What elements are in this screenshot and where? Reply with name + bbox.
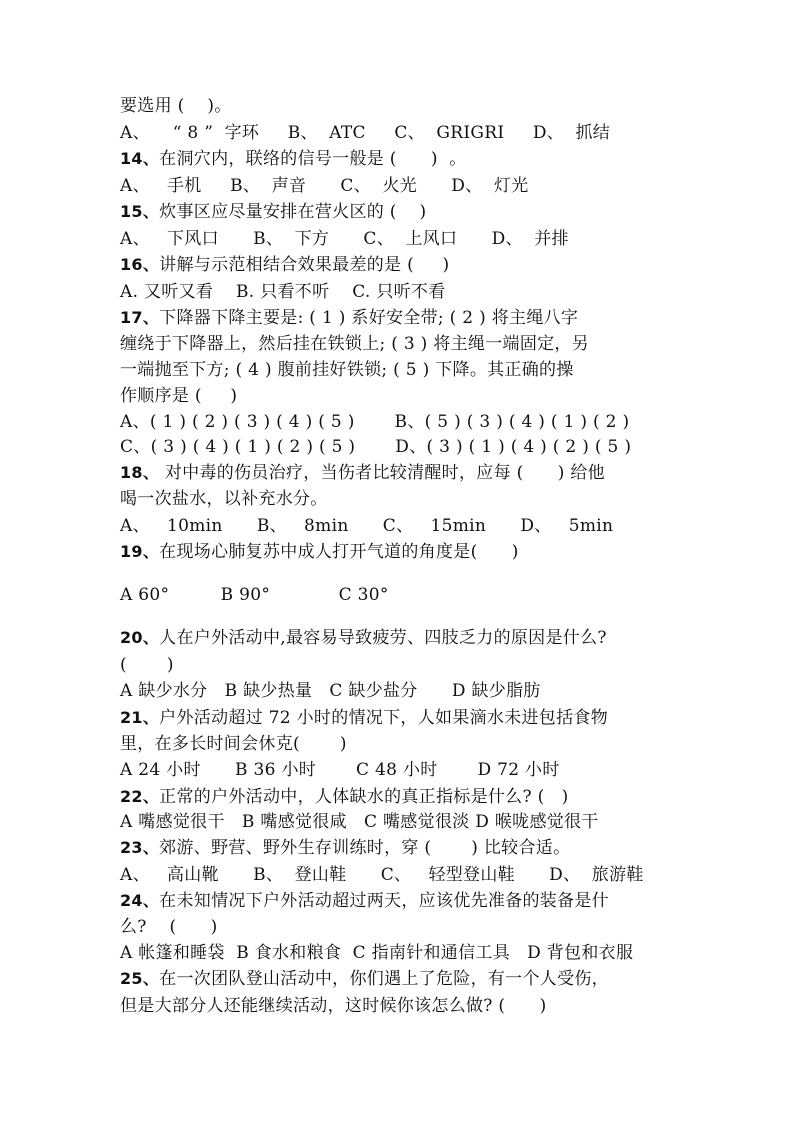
text-line [120, 281, 690, 303]
question-line [120, 837, 690, 859]
line-text: A 60° B 90° C 30° [120, 585, 389, 605]
question-line [120, 148, 690, 170]
text-line [120, 333, 690, 355]
line-text: A 缺少水分 B 缺少热量 C 缺少盐分 D 缺少脂肪 [120, 681, 541, 701]
question-line [120, 201, 690, 223]
text-line [120, 228, 690, 250]
line-text: A、 下风口 B、 下方 C、 上风口 D、 并排 [120, 229, 569, 249]
question-line [120, 462, 690, 484]
line-text: 对中毒的伤员治疗，当伤者比较清醒时，应每 ( ) 给他 [159, 463, 605, 483]
question-line [120, 541, 690, 563]
line-text: 在现场心肺复苏中成人打开气道的角度是( ) [159, 542, 519, 562]
text-line [120, 122, 690, 144]
question-number: 18、 [120, 463, 160, 482]
question-number: 15、 [120, 202, 160, 221]
question-number: 17、 [120, 308, 160, 327]
text-line [120, 811, 690, 833]
text-line [120, 995, 690, 1017]
question-line [120, 968, 690, 990]
line-text: 在未知情况下户外活动超过两天，应该优先准备的装备是什 [159, 891, 609, 911]
line-text: 作顺序是 ( ) [120, 386, 238, 406]
line-text: 讲解与示范相结合效果最差的是 ( ) [159, 255, 450, 275]
question-line [120, 254, 690, 276]
text-line [120, 759, 690, 781]
question-line [120, 307, 690, 329]
text-line [120, 411, 690, 433]
question-number: 20、 [120, 628, 160, 647]
question-number: 21、 [120, 708, 160, 727]
line-text: C、( 3 ) ( 4 ) ( 1 ) ( 2 ) ( 5 ) D、( 3 ) ( 1 ) ( 4 ) ( 2 ) ( 5 ) [120, 437, 632, 457]
line-text: 在洞穴内，联络的信号一般是 ( ) 。 [159, 149, 467, 169]
line-text: 户外活动超过 72 小时的情况下，人如果滴水未进包括食物 [159, 708, 609, 728]
line-text: 缠绕于下降器上，然后挂在铁锁上; ( 3 ) 将主绳一端固定，另 [120, 334, 590, 354]
question-number: 19、 [120, 542, 160, 561]
question-number: 24、 [120, 891, 160, 910]
line-text: A 嘴感觉很干 B 嘴感觉很咸 C 嘴感觉很淡 D 喉咙感觉很干 [120, 812, 599, 832]
line-text: 在一次团队登山活动中，你们遇上了危险，有一个人受伤， [159, 969, 609, 989]
text-line [120, 515, 690, 537]
text-line [120, 436, 690, 458]
line-text: 正常的户外活动中，人体缺水的真正指标是什么? ( ) [159, 787, 569, 807]
line-text: 下降器下降主要是: ( 1 ) 系好安全带; ( 2 ) 将主绳八字 [159, 308, 579, 328]
line-text: 要选用 ( )。 [120, 96, 232, 116]
line-text: A、 10min B、 8min C、 15min D、 5min [120, 516, 614, 536]
question-line [120, 890, 690, 912]
text-line [120, 95, 690, 117]
line-text: A、 高山靴 B、 登山鞋 C、 轻型登山鞋 D、 旅游鞋 [120, 865, 644, 885]
line-text: 么? ( ) [120, 917, 218, 937]
line-text: 郊游、野营、野外生存训练时，穿 ( ) 比较合适。 [159, 838, 571, 858]
text-line [120, 916, 690, 938]
line-text: 但是大部分人还能继续活动，这时候你该怎么做? ( ) [120, 996, 547, 1016]
text-line [120, 733, 690, 755]
question-number: 23、 [120, 838, 160, 857]
question-line [120, 786, 690, 808]
question-number: 25、 [120, 969, 160, 988]
text-line [120, 680, 690, 702]
text-line [120, 942, 690, 964]
text-line [120, 175, 690, 197]
line-text: 炊事区应尽量安排在营火区的 ( ) [159, 202, 427, 222]
line-text: A 24 小时 B 36 小时 C 48 小时 D 72 小时 [120, 760, 560, 780]
line-text: 人在户外活动中,最容易导致疲劳、四肢乏力的原因是什么? [159, 628, 607, 648]
line-text: ( ) [120, 655, 174, 675]
question-number: 16、 [120, 255, 160, 274]
question-number: 22、 [120, 787, 160, 806]
text-line [120, 864, 690, 886]
line-text: 一端抛至下方; ( 4 ) 腹前挂好铁锁; ( 5 ) 下降。其正确的操 [120, 360, 574, 380]
text-line [120, 488, 690, 510]
text-line [120, 385, 690, 407]
question-line [120, 627, 690, 649]
line-text: A、 “ 8 ” 字环 B、 ATC C、 GRIGRI D、 抓结 [120, 123, 611, 143]
line-text: A、( 1 ) ( 2 ) ( 3 ) ( 4 ) ( 5 ) B、( 5 ) ( 3 ) ( 4 ) ( 1 ) ( 2 ) [120, 412, 630, 432]
line-text: A. 又听又看 B. 只看不听 C. 只听不看 [120, 282, 446, 302]
line-text: 喝一次盐水，以补充水分。 [120, 489, 328, 509]
question-number: 14、 [120, 149, 160, 168]
line-text: A 帐篷和睡袋 B 食水和粮食 C 指南针和通信工具 D 背包和衣服 [120, 943, 634, 963]
line-text: 里，在多长时间会休克( ) [120, 734, 347, 754]
text-line [120, 654, 690, 676]
text-line [120, 359, 690, 381]
line-text: A、 手机 B、 声音 C、 火光 D、 灯光 [120, 176, 529, 196]
text-line [120, 584, 690, 606]
question-line [120, 707, 690, 729]
